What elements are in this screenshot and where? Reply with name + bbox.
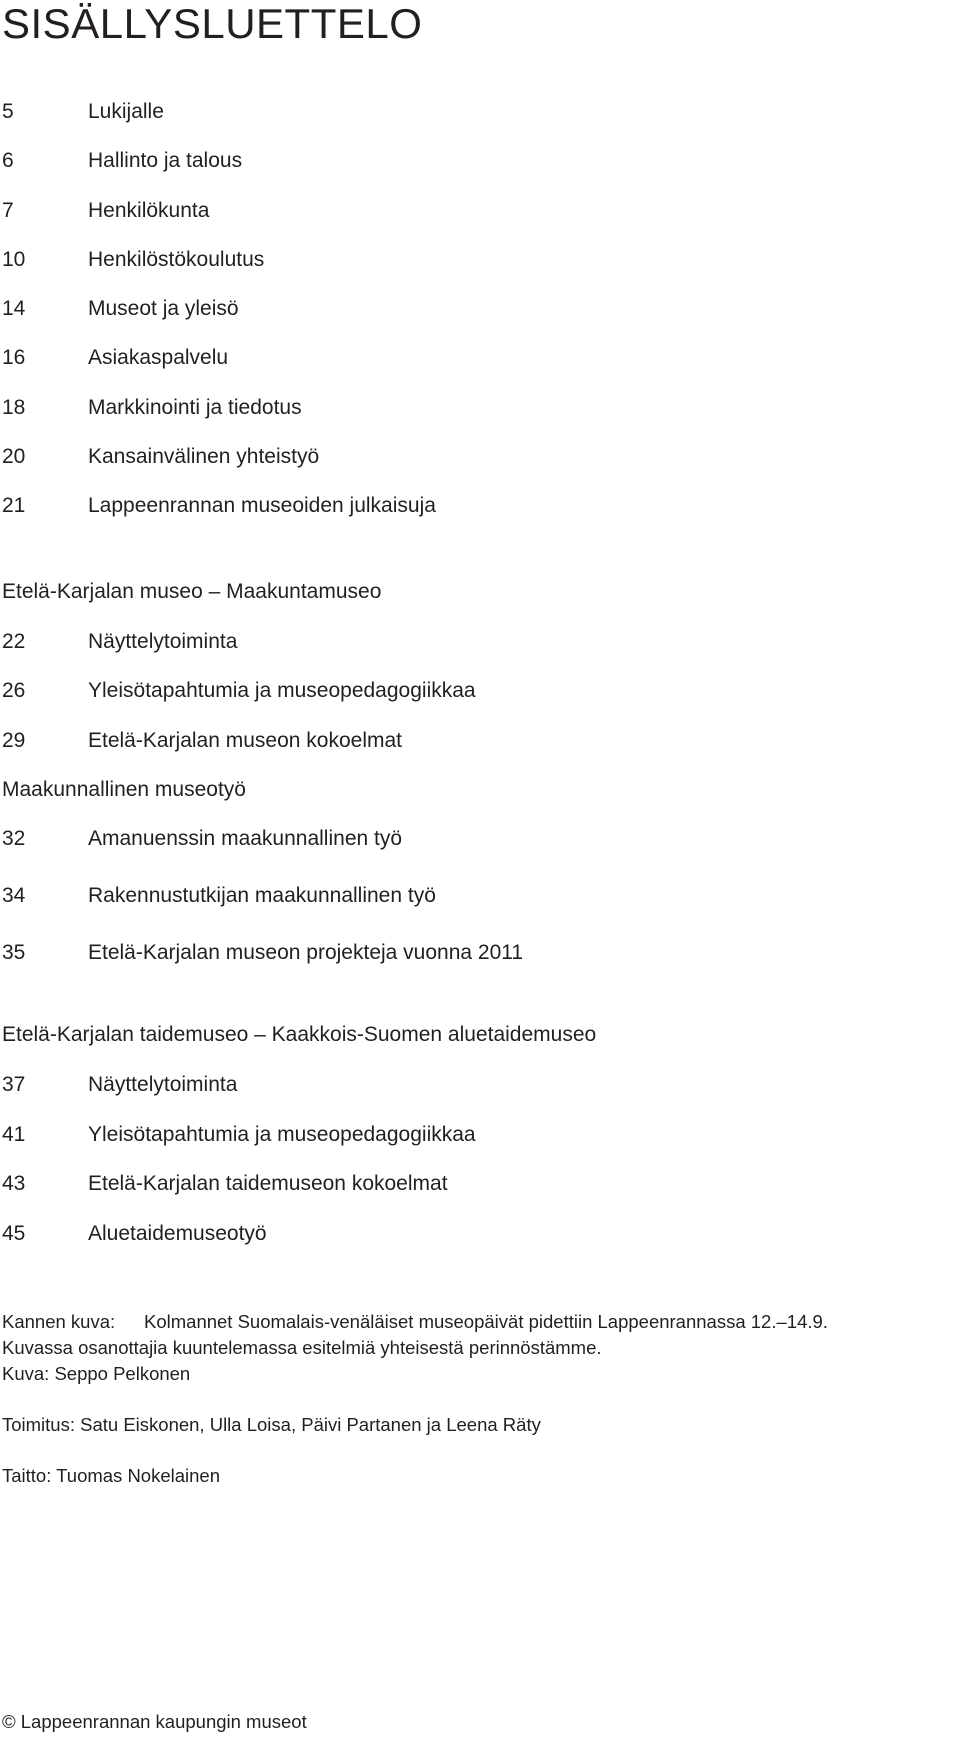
toc-entry-label: Asiakaspalvelu (88, 346, 229, 369)
layout-credit: Taitto: Tuomas Nokelainen (2, 1465, 221, 1486)
toc-entry-label: Yleisötapahtumia ja museopedagogiikkaa (88, 679, 476, 702)
copyright-notice: © Lappeenrannan kaupungin museot (2, 1711, 307, 1732)
toc-entry-label: Yleisötapahtumia ja museopedagogiikkaa (88, 1123, 476, 1146)
toc-page-number: 26 (2, 679, 26, 702)
toc-page-number: 7 (2, 199, 14, 222)
toc-page-number: 20 (2, 445, 26, 468)
toc-page-number: 34 (2, 884, 26, 907)
editors-credit: Toimitus: Satu Eiskonen, Ulla Loisa, Päivi Partanen ja Leena Räty (2, 1414, 541, 1435)
toc-page-number: 6 (2, 149, 14, 172)
toc-entry-label: Henkilökunta (88, 199, 210, 222)
toc-page-number: 41 (2, 1123, 26, 1146)
toc-page-number: 37 (2, 1073, 26, 1096)
toc-entry-label: Etelä-Karjalan taidemuseon kokoelmat (88, 1172, 448, 1195)
toc-page-number: 14 (2, 297, 26, 320)
toc-page-number: 35 (2, 941, 26, 964)
toc-entry-label: Kansainvälinen yhteistyö (88, 445, 320, 468)
photo-credit: Kuva: Seppo Pelkonen (2, 1363, 191, 1384)
toc-page-number: 32 (2, 827, 26, 850)
toc-page-number: 29 (2, 729, 26, 752)
toc-page-number: 43 (2, 1172, 26, 1195)
toc-entry-label: Aluetaidemuseotyö (88, 1222, 267, 1245)
toc-page-number: 18 (2, 396, 26, 419)
subsection-heading-maakunnallinen: Maakunnallinen museotyö (2, 778, 246, 801)
toc-entry-label: Henkilöstökoulutus (88, 248, 265, 271)
toc-entry-label: Markkinointi ja tiedotus (88, 396, 302, 419)
toc-page-number: 45 (2, 1222, 26, 1245)
toc-page-number: 16 (2, 346, 26, 369)
toc-entry-label: Näyttelytoiminta (88, 630, 238, 653)
toc-page-number: 21 (2, 494, 26, 517)
toc-page-number: 22 (2, 630, 26, 653)
toc-page-number: 10 (2, 248, 26, 271)
toc-entry-label: Rakennustutkijan maakunnallinen työ (88, 884, 436, 907)
toc-entry-label: Hallinto ja talous (88, 149, 243, 172)
toc-entry-label: Amanuenssin maakunnallinen työ (88, 827, 403, 850)
cover-credit-label: Kannen kuva: (2, 1311, 116, 1332)
page-title: SISÄLLYSLUETTELO (2, 0, 423, 47)
toc-entry-label: Etelä-Karjalan museon projekteja vuonna 2011 (88, 941, 524, 964)
section-heading-maakuntamuseo: Etelä-Karjalan museo – Maakuntamuseo (2, 580, 382, 603)
section-heading-taidemuseo: Etelä-Karjalan taidemuseo – Kaakkois-Suomen aluetaidemuseo (2, 1023, 597, 1046)
toc-entry-label: Lappeenrannan museoiden julkaisuja (88, 494, 436, 517)
cover-credit-line2: Kuvassa osanottajia kuuntelemassa esitelmiä yhteisestä perinnöstämme. (2, 1337, 602, 1358)
toc-entry-label: Näyttelytoiminta (88, 1073, 238, 1096)
toc-entry-label: Museot ja yleisö (88, 297, 239, 320)
cover-credit (2, 1310, 828, 1334)
cover-credit-text: Kolmannet Suomalais-venäläiset museopäivät pidettiin Lappeenrannassa 12.–14.9. (144, 1311, 828, 1332)
toc-entry-label: Lukijalle (88, 100, 164, 123)
toc-page-number: 5 (2, 100, 14, 123)
toc-entry-label: Etelä-Karjalan museon kokoelmat (88, 729, 402, 752)
